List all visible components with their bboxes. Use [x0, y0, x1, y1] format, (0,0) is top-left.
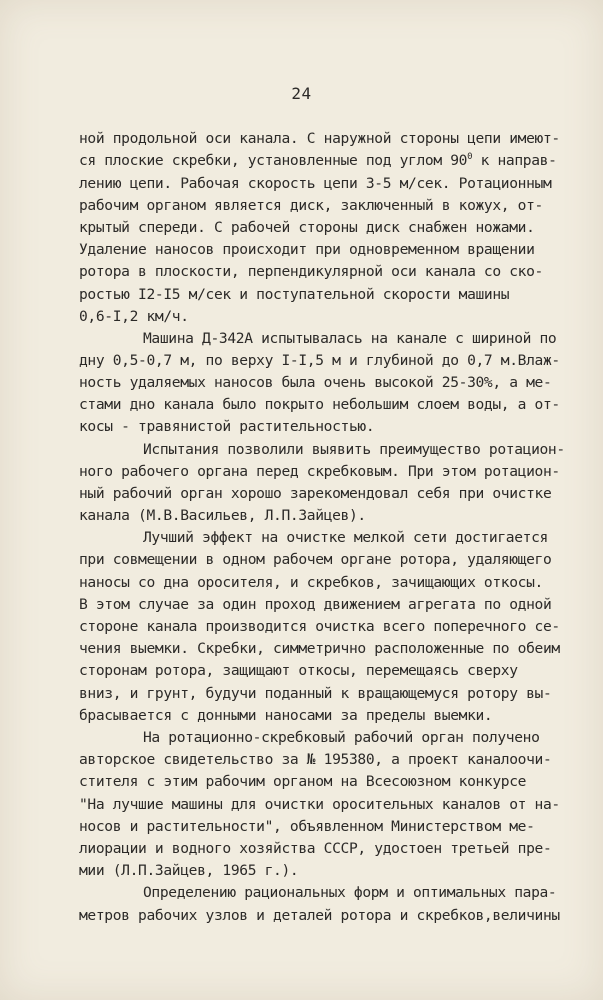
text-line: стителя с этим рабочим органом на Всесоюзном конкурсе: [79, 773, 527, 790]
text-line: ность удаляемых наносов была очень высокой 25-30%, а ме-: [79, 374, 552, 391]
text-line: Испытания позволили выявить преимущество ротацион-: [143, 441, 565, 458]
text-line: дну 0,5-0,7 м, по верху I-I,5 м и глубиной до 0,7 м.Влаж-: [79, 352, 560, 369]
text-line: Определению рациональных форм и оптимальных пара-: [143, 884, 557, 901]
text-line: "На лучшие машины для очистки оросительных каналов от на-: [79, 796, 560, 813]
text-line-tail: к направ-: [472, 152, 557, 169]
text-line: стороне канала производится очистка всего поперечного се-: [79, 618, 560, 635]
text-line: метров рабочих узлов и деталей ротора и скребков,величины: [79, 907, 560, 924]
text-line: наносы со дна оросителя, и скребков, зачищающих откосы.: [79, 574, 543, 591]
text-line: ротора в плоскости, перпендикулярной оси канала со ско-: [79, 263, 543, 280]
text-line: рабочим органом является диск, заключенный в кожух, от-: [79, 197, 543, 214]
text-line: косы - травянистой растительностью.: [79, 418, 375, 435]
text-line: брасывается с донными наносами за пределы выемки.: [79, 707, 493, 724]
degree-superscript: 0: [467, 152, 473, 162]
text-line: сторонам ротора, защищают откосы, перемещаясь сверху: [79, 662, 518, 679]
text-line: канала (М.В.Васильев, Л.П.Зайцев).: [79, 507, 366, 524]
text-line: ного рабочего органа перед скребковым. При этом ротацион-: [79, 463, 560, 480]
text-line: авторское свидетельство за № 195380, а проект каналоочи-: [79, 751, 552, 768]
text-line: Удаление наносов происходит при одновременном вращении: [79, 241, 535, 258]
text-line: вниз, и грунт, будучи поданный к вращающемуся ротору вы-: [79, 685, 552, 702]
text-line: ной продольной оси канала. С наружной стороны цепи имеют-: [79, 130, 560, 147]
text-line: лиорации и водного хозяйства СССР, удостоен третьей пре-: [79, 840, 552, 857]
text-line: [79, 151, 557, 171]
text-line: Машина Д-342А испытывалась на канале с шириной по: [143, 330, 557, 347]
text-line: ростью I2-I5 м/сек и поступательной скорости машины: [79, 286, 510, 303]
text-line: стами дно канала было покрыто небольшим слоем воды, а от-: [79, 396, 560, 413]
text-line: носов и растительности", объявленном Министерством ме-: [79, 818, 535, 835]
text-line: лению цепи. Рабочая скорость цепи 3-5 м/сек. Ротационным: [79, 175, 552, 192]
text-line: Лучший эффект на очистке мелкой сети достигается: [143, 529, 548, 546]
page-number: 24: [291, 84, 312, 103]
text-line: ный рабочий орган хорошо зарекомендовал себя при очистке: [79, 485, 552, 502]
text-line: при совмещении в одном рабочем органе ротора, удаляющего: [79, 551, 552, 568]
text-line: На ротационно-скребковый рабочий орган получено: [143, 729, 540, 746]
text-line: В этом случае за один проход движением агрегата по одной: [79, 596, 552, 613]
text-line: 0,6-I,2 км/ч.: [79, 308, 189, 325]
text-line-head: ся плоские скребки, установленные под углом 90: [79, 152, 468, 169]
text-line: чения выемки. Скребки, симметрично расположенные по обеим: [79, 640, 560, 657]
text-line: мии (Л.П.Зайцев, 1965 г.).: [79, 862, 299, 879]
text-line: крытый спереди. С рабочей стороны диск снабжен ножами.: [79, 219, 535, 236]
